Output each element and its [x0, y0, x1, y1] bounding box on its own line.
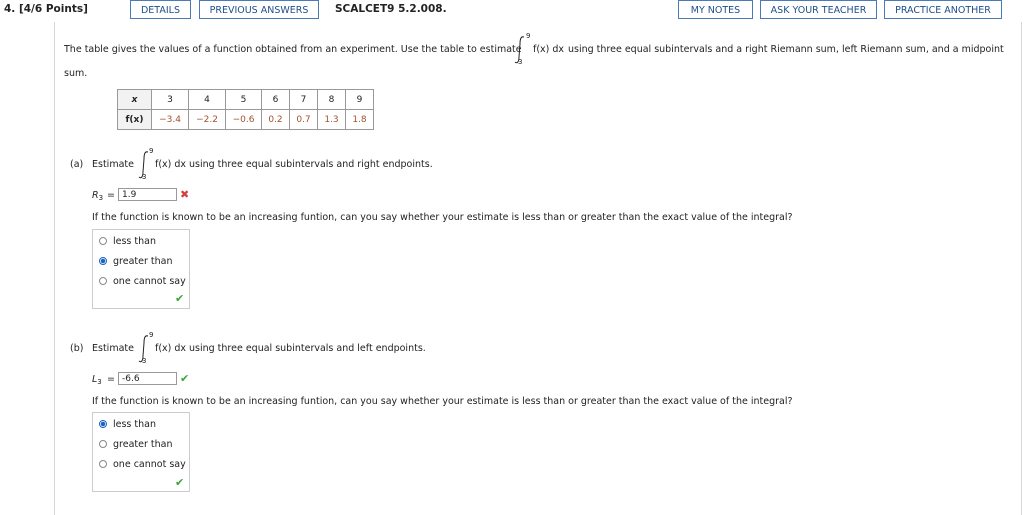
x-value: 8: [318, 90, 346, 110]
question-header: [0, 0, 1024, 22]
radio-selected-icon[interactable]: [99, 420, 107, 428]
part-b-answer-input[interactable]: -6.6: [118, 372, 177, 385]
x-value: 6: [262, 90, 290, 110]
f-label: f(x): [118, 110, 152, 130]
radio-icon[interactable]: [99, 440, 107, 448]
correct-check-icon: ✔: [175, 292, 185, 305]
radio-icon[interactable]: [99, 460, 107, 468]
x-value: 9: [346, 90, 374, 110]
x-value: 5: [226, 90, 262, 110]
part-a-text: using three equal subintervals and right endpoints.: [189, 159, 433, 170]
x-value: 4: [189, 90, 226, 110]
radio-selected-icon[interactable]: [99, 257, 107, 265]
part-a-option-greater[interactable]: greater than: [99, 256, 172, 267]
lower-limit: 3: [518, 58, 523, 66]
f-value: 0.7: [290, 110, 318, 130]
part-a-integrand: f(x) dx: [155, 159, 187, 170]
prompt-text: The table gives the values of a function obtained from an experiment. Use the table to estimate: [64, 44, 522, 55]
part-b-label: (b): [70, 343, 84, 354]
part-b-followup: If the function is known to be an increasing funtion, can you say whether your estimate is less than or greater than the exact value of the integral?: [92, 396, 793, 407]
x-label: x: [118, 90, 152, 110]
part-b-integral: [136, 333, 154, 369]
f-value: −2.2: [189, 110, 226, 130]
correct-check-icon: ✔: [175, 476, 185, 489]
part-a-followup: If the function is known to be an increasing funtion, can you say whether your estimate is less than or greater than the exact value of the integral?: [92, 212, 793, 223]
previous-answers-button[interactable]: PREVIOUS ANSWERS: [199, 0, 319, 19]
upper-limit: 9: [149, 331, 154, 339]
f-value: 1.8: [346, 110, 374, 130]
f-value: 0.2: [262, 110, 290, 130]
radio-icon[interactable]: [99, 237, 107, 245]
prompt-text-tail: sum.: [64, 68, 88, 79]
upper-limit: 9: [526, 32, 531, 40]
x-value: 3: [152, 90, 189, 110]
part-a-label: (a): [70, 159, 84, 170]
part-b-option-cannot[interactable]: one cannot say: [99, 459, 186, 470]
prompt-text-continued: using three equal subintervals and a right Riemann sum, left Riemann sum, and a midpoint: [568, 44, 1004, 55]
part-a-equals: =: [107, 190, 115, 201]
radio-icon[interactable]: [99, 277, 107, 285]
question-code: SCALCET9 5.2.008.: [335, 3, 447, 15]
part-b-estimate: Estimate: [92, 343, 134, 354]
ask-teacher-button[interactable]: ASK YOUR TEACHER: [760, 0, 877, 19]
f-value: −3.4: [152, 110, 189, 130]
part-a-var: $R_3$: [92, 190, 104, 202]
part-b-equals: =: [107, 374, 115, 385]
f-value: 1.3: [318, 110, 346, 130]
incorrect-icon: ✖: [180, 188, 190, 201]
lower-limit: 3: [142, 173, 147, 181]
part-a-answer-input[interactable]: 1.9: [118, 188, 177, 201]
part-a-option-less[interactable]: less than: [99, 236, 156, 247]
x-value: 7: [290, 90, 318, 110]
question-number: 4. [4/6 Points]: [4, 3, 88, 15]
function-values-table: [117, 89, 374, 130]
my-notes-button[interactable]: MY NOTES: [678, 0, 753, 19]
part-b-integrand: f(x) dx: [155, 343, 187, 354]
part-b-option-less[interactable]: less than: [99, 419, 156, 430]
part-a-integral: [136, 149, 154, 185]
x-row: [118, 90, 374, 110]
part-b-var: $L_3$: [92, 374, 102, 386]
prompt-integral: [512, 34, 530, 70]
practice-another-button[interactable]: PRACTICE ANOTHER: [884, 0, 1002, 19]
f-row: [118, 110, 374, 130]
correct-check-icon: ✔: [180, 372, 190, 385]
lower-limit: 3: [142, 357, 147, 365]
f-value: −0.6: [226, 110, 262, 130]
details-button[interactable]: DETAILS: [130, 0, 191, 19]
part-b-option-greater[interactable]: greater than: [99, 439, 172, 450]
part-a-option-cannot[interactable]: one cannot say: [99, 276, 186, 287]
upper-limit: 9: [149, 147, 154, 155]
part-a-estimate: Estimate: [92, 159, 134, 170]
integrand: f(x) dx: [533, 44, 565, 55]
part-b-text: using three equal subintervals and left endpoints.: [189, 343, 426, 354]
